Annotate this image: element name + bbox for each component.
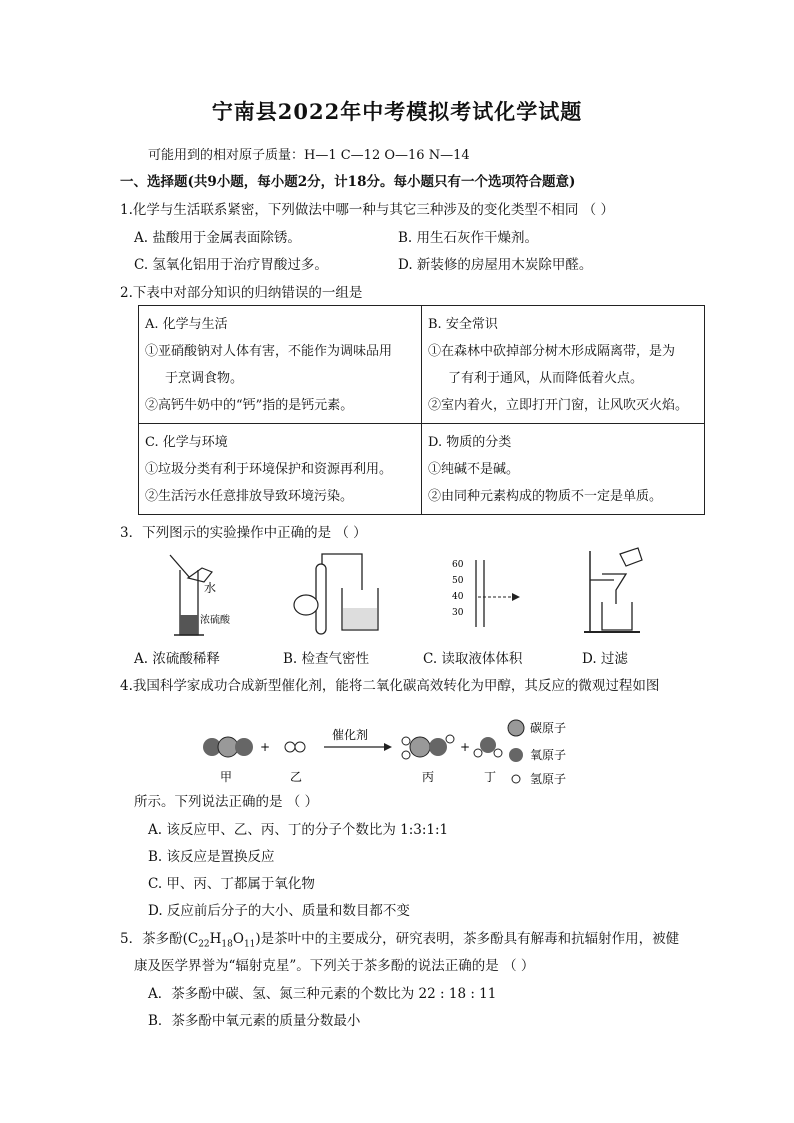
q5-text: )是茶叶中的主要成分，研究表明，茶多酚具有解毒和抗辐射作用，被健 (255, 931, 680, 947)
q1-option-a[interactable]: A. 盐酸用于金属表面除锈。 (134, 230, 301, 246)
legend-label: 碳原子 (530, 721, 567, 735)
tick-label: 30 (452, 608, 464, 618)
molecule-name: 甲 (220, 770, 233, 784)
cell-a-line: ①亚硝酸钠对人体有害，不能作为调味品用 (145, 344, 393, 359)
eye-icon (512, 593, 520, 601)
oxygen-atom (480, 737, 496, 753)
q5-option-b[interactable]: B．茶多酚中氧元素的质量分数最小 (148, 1013, 361, 1029)
arrow-head (384, 743, 392, 751)
cell-a-line: 于烹调食物。 (165, 371, 244, 386)
molecule-name: 丁 (484, 770, 497, 784)
hydrogen-atom (402, 751, 410, 759)
hydrogen-atom (474, 749, 482, 757)
tick-label: 40 (452, 592, 464, 602)
table-cell-a[interactable] (139, 306, 422, 424)
q4-option-d[interactable]: D. 反应前后分子的大小、质量和数目都不变 (148, 903, 410, 919)
test-tube (316, 564, 326, 634)
hydrogen-atom (446, 735, 454, 743)
cell-c-heading: C. 化学与环境 (145, 435, 228, 450)
q5-option-a[interactable]: A．茶多酚中碳、氢、氮三种元素的个数比为 22 : 18 : 11 (148, 986, 497, 1002)
receiving-beaker (602, 602, 632, 630)
cell-a-line: ②高钙牛奶中的“钙”指的是钙元素。 (145, 398, 354, 413)
liquid-level (180, 615, 198, 635)
question-5-stem-line2: 康及医学界誉为“辐射克星”。下列关于茶多酚的说法正确的是 （ ） (134, 958, 535, 974)
plus-sign: + (260, 740, 271, 754)
knowledge-table (138, 305, 705, 515)
oxygen-atom (235, 738, 253, 756)
funnel (602, 574, 626, 604)
figure-airtightness-check (292, 550, 382, 640)
cell-d-line: ①纯碱不是碱。 (428, 462, 520, 477)
figure-acid-dilution (160, 550, 250, 640)
q5-text: 5．茶多酚(C (120, 931, 199, 947)
q4-option-c[interactable]: C. 甲、丙、丁都属于氧化物 (148, 876, 315, 892)
question-4-stem: 4.我国科学家成功合成新型催化剂，能将二氧化碳高效转化为甲醇，其反应的微观过程如图 (120, 678, 660, 694)
q5-text: H (209, 931, 222, 947)
oxygen-atom (429, 738, 447, 756)
cell-c-line: ②生活污水任意排放导致环境污染。 (145, 489, 354, 504)
q4-option-b[interactable]: B. 该反应是置换反应 (148, 849, 275, 865)
cell-a-heading: A. 化学与生活 (145, 317, 228, 332)
q1-option-c[interactable]: C. 氢氧化铝用于治疗胃酸过多。 (134, 257, 328, 273)
plus-sign: + (460, 740, 471, 754)
cell-b-line: 了有利于通风，从而降低着火点。 (448, 371, 644, 386)
hydrogen-legend-icon (512, 775, 520, 783)
table-cell-d[interactable] (422, 424, 705, 515)
question-2-stem: 2.下表中对部分知识的归纳错误的一组是 (120, 285, 363, 301)
pouring-beaker (620, 548, 642, 566)
cell-b-heading: B. 安全常识 (428, 317, 498, 332)
cell-b-line: ②室内着火，立即打开门窗，让风吹灭火焰。 (428, 398, 689, 413)
hydrogen-atom (285, 742, 295, 752)
hydrogen-atom (494, 749, 502, 757)
tick-label: 50 (452, 576, 464, 586)
label-acid: 浓硫酸 (200, 615, 230, 626)
cell-d-line: ②由同种元素构成的物质不一定是单质。 (428, 489, 663, 504)
oxygen-legend-icon (509, 748, 523, 762)
hand (294, 595, 318, 615)
q3-option-d[interactable]: D. 过滤 (582, 651, 628, 667)
tick-label: 60 (452, 560, 464, 570)
carbon-legend-icon (508, 720, 524, 736)
delivery-tube (322, 554, 362, 590)
hydrogen-atom (295, 742, 305, 752)
cell-b-line: ①在森林中砍掉部分树木形成隔离带，是为 (428, 344, 676, 359)
carbon-atom (410, 737, 430, 757)
section-heading: 一、选择题(共9小题，每小题2分，计18分。每小题只有一个选项符合题意) (120, 174, 576, 190)
q3-option-b[interactable]: B. 检查气密性 (283, 651, 370, 667)
question-1-stem: 1.化学与生活联系紧密，下列做法中哪一种与其它三种涉及的变化类型不相同 （ ） (120, 202, 614, 218)
q1-option-d[interactable]: D. 新装修的房屋用木炭除甲醛。 (398, 257, 593, 273)
q5-subscript: 22 (198, 939, 210, 950)
table-cell-c[interactable] (139, 424, 422, 515)
label-water: 水 (204, 581, 217, 595)
cell-c-line: ①垃圾分类有利于环境保护和资源再利用。 (145, 462, 393, 477)
molecule-name: 乙 (290, 770, 303, 784)
catalyst-label: 催化剂 (332, 728, 369, 742)
q3-option-c[interactable]: C. 读取液体体积 (423, 651, 523, 667)
question-3-stem: 3．下列图示的实验操作中正确的是 （ ） (120, 525, 367, 541)
q1-option-b[interactable]: B. 用生石灰作干燥剂。 (398, 230, 539, 246)
question-5-stem (120, 927, 679, 950)
cell-d-heading: D. 物质的分类 (428, 435, 512, 450)
legend-label: 氧原子 (530, 748, 567, 762)
q5-text: O (232, 931, 244, 947)
q4-option-a[interactable]: A. 该反应甲、乙、丙、丁的分子个数比为 1:3:1:1 (148, 822, 449, 838)
q3-option-a[interactable]: A. 浓硫酸稀释 (134, 651, 220, 667)
table-cell-b[interactable] (422, 306, 705, 424)
q5-subscript: 18 (221, 939, 233, 950)
legend-label: 氢原子 (530, 772, 567, 786)
atom-legend (506, 718, 596, 788)
molecule-name: 丙 (422, 770, 435, 784)
hydrogen-atom (402, 737, 410, 745)
figure-filtration (580, 546, 670, 638)
question-4-cont: 所示。下列说法正确的是 （ ） (134, 794, 319, 810)
beaker-water (343, 608, 377, 629)
atomic-mass-note: 可能用到的相对原子质量：H—1 C—12 O—16 N—14 (148, 148, 470, 163)
page-title: 宁南县2022年中考模拟考试化学试题 (211, 99, 583, 124)
q5-subscript: 11 (243, 939, 256, 950)
pouring-beaker (188, 568, 212, 582)
figure-reading-volume (440, 555, 530, 635)
